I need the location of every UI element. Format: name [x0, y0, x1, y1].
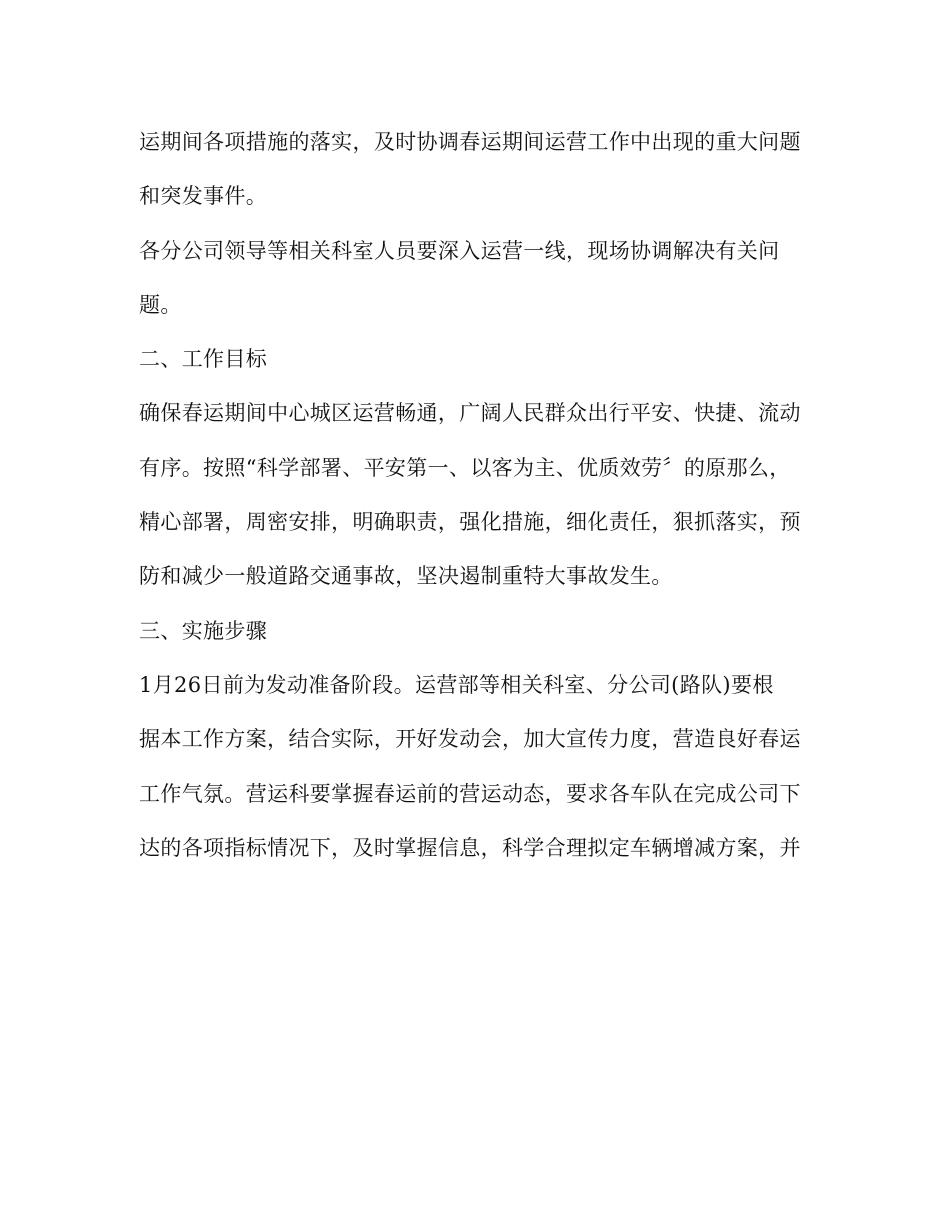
document-body — [139, 120, 829, 880]
paragraph-line: 和突发事件。 — [139, 184, 268, 209]
paragraph-line: 运期间各项措施的落实，及时协调春运期间运营工作中出现的重大问题 — [139, 130, 801, 154]
paragraph-line: 各分公司领导等相关科室人员要深入运营一线，现场协调解决有关问 — [139, 238, 780, 263]
paragraph-line: 确保春运期间中心城区运营畅通，广阔人民群众出行平安、快捷、流动 — [139, 401, 801, 426]
paragraph-line: 精心部署，周密安排，明确职责，强化措施，细化责任，狠抓落实，预 — [139, 510, 801, 535]
paragraph-line: 有序。按照“科学部署、平安第一、以客为主、优质效劳〞的原那么， — [139, 455, 791, 480]
section-heading: 二、工作目标 — [139, 347, 268, 372]
paragraph-line: 1月26日前为发动准备阶段。运营部等相关科室、分公司(路队)要根 — [139, 672, 774, 697]
paragraph-line: 工作气氛。营运科要掌握春运前的营运动态，要求各车队在完成公司下 — [139, 781, 801, 806]
paragraph-line: 据本工作方案，结合实际，开好发动会，加大宣传力度，营造良好春运 — [139, 727, 801, 752]
paragraph-line: 防和减少一般道路交通事故，坚决遏制重特大事故发生。 — [139, 564, 673, 589]
paragraph-line: 达的各项指标情况下，及时掌握信息，科学合理拟定车辆增减方案，并 — [139, 835, 801, 860]
section-heading: 三、实施步骤 — [139, 618, 268, 643]
paragraph-line: 题。 — [139, 292, 182, 317]
